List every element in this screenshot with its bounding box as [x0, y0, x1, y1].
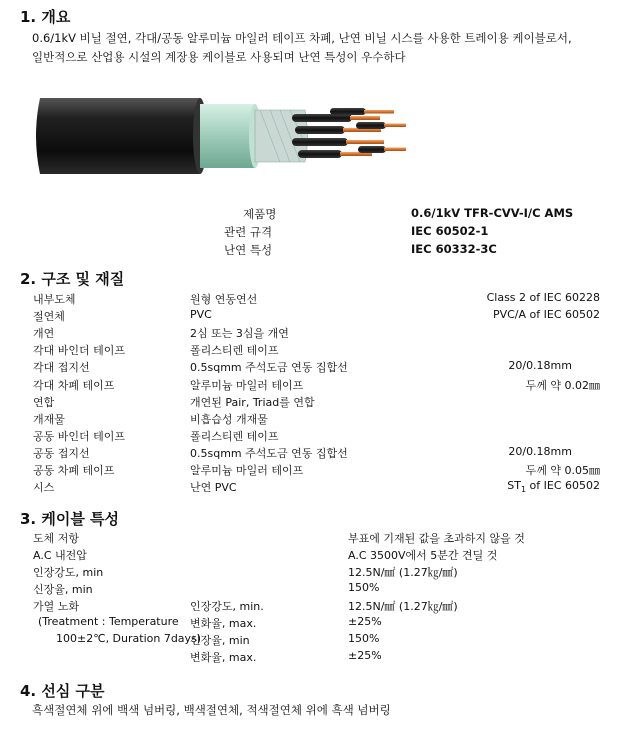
component-material: 알루미늄 마일러 테이프	[190, 464, 304, 477]
aging-elongation-change-label: 변화율, max.	[190, 651, 257, 664]
product-name-label: 제품명	[243, 207, 277, 221]
table-row	[0, 445, 628, 462]
component-name: 각대 접지선	[33, 361, 90, 375]
table-row	[0, 479, 628, 496]
component-name: 연합	[33, 395, 55, 409]
table-row	[0, 342, 628, 359]
component-material: 원형 연동연선	[190, 293, 258, 306]
aging-tensile-value: 12.5N/㎟ (1.27㎏/㎟)	[348, 600, 458, 613]
cable-cross-section-illustration	[30, 86, 430, 186]
tensile-label: 인장강도, min	[33, 566, 104, 579]
aging-elongation-change-value: ±25%	[348, 649, 382, 662]
treatment-line2: 100±2℃, Duration 7days)	[56, 632, 202, 645]
table-row	[0, 359, 628, 376]
component-material: 비흡습성 개재물	[190, 412, 268, 426]
component-spec	[507, 479, 600, 494]
aging-tensile-change-label: 변화율, max.	[190, 617, 257, 630]
component-material: 0.5sqmm 주석도금 연동 집합선	[190, 361, 348, 375]
table-row	[0, 462, 628, 479]
sheath-spec-prefix: ST	[507, 479, 521, 493]
component-name: 절연체	[33, 310, 65, 324]
component-spec: 두께 약 0.05㎜	[525, 464, 600, 477]
standard-value: IEC 60502-1	[411, 224, 489, 238]
ac-voltage-value: A.C 3500V에서 5분간 견딜 것	[348, 549, 498, 562]
conductor-resistance-value: 부표에 기재된 값을 초과하지 않을 것	[348, 532, 525, 545]
table-row	[0, 377, 628, 394]
component-spec: 두께 약 0.02㎜	[525, 378, 600, 392]
product-name-value: 0.6/1kV TFR-CVV-I/C AMS	[411, 206, 574, 220]
conductor-resistance-label: 도체 저항	[33, 532, 80, 545]
table-row	[0, 394, 628, 411]
sheath-spec-subscript: 1	[520, 485, 527, 495]
table-row	[0, 291, 628, 308]
component-material: 알루미늄 마일러 테이프	[190, 378, 304, 392]
flame-label: 난연 특성	[224, 243, 273, 257]
sheath-spec-suffix: of IEC 60502	[526, 479, 600, 493]
component-spec: 20/0.18mm	[508, 444, 572, 458]
component-spec: 20/0.18mm	[508, 359, 572, 373]
table-row	[0, 325, 628, 342]
component-material: 2심 또는 3심을 개연	[190, 327, 289, 341]
component-name: 개연	[33, 327, 55, 341]
elongation-label: 신장율, min	[33, 583, 93, 596]
component-spec: PVC/A of IEC 60502	[492, 308, 600, 322]
elongation-value: 150%	[348, 581, 380, 594]
component-name: 시스	[33, 481, 55, 495]
core-identification-desc: 흑색절연체 위에 백색 넘버링, 백색절연체, 적색절연체 위에 흑색 넘버링	[32, 703, 391, 717]
component-name: 각대 차폐 테이프	[33, 378, 115, 392]
component-name: 공동 접지선	[33, 446, 90, 460]
component-material: 0.5sqmm 주석도금 연동 집합선	[190, 446, 348, 460]
table-row	[0, 308, 628, 325]
component-material: PVC	[190, 308, 212, 322]
aging-tensile-change-value: ±25%	[348, 615, 382, 628]
flame-value: IEC 60332-3C	[411, 242, 497, 256]
section4-title: 4. 선심 구분	[20, 682, 105, 700]
component-name: 내부도체	[33, 293, 76, 306]
component-name: 각대 바인더 테이프	[33, 344, 126, 358]
aging-label: 가열 노화	[33, 600, 80, 613]
aging-elongation-value: 150%	[348, 632, 380, 645]
table-row	[0, 428, 628, 445]
section3-title: 3. 케이블 특성	[20, 510, 120, 528]
aging-elongation-label: 신장율, min	[190, 634, 250, 647]
section2-title: 2. 구조 및 재질	[20, 270, 125, 288]
component-spec: Class 2 of IEC 60228	[486, 291, 600, 304]
overview-line2: 일반적으로 산업용 시설의 계장용 케이블로 사용되며 난연 특성이 우수하다	[32, 50, 406, 64]
component-name: 공동 바인더 테이프	[33, 429, 126, 443]
table-row	[0, 411, 628, 428]
component-material: 난연 PVC	[190, 481, 237, 495]
standard-label: 관련 규격	[224, 225, 273, 239]
component-name: 개재물	[33, 412, 65, 426]
aging-tensile-label: 인장강도, min.	[190, 600, 264, 613]
component-name: 공동 차폐 테이프	[33, 464, 115, 477]
component-material: 폴리스티렌 테이프	[190, 429, 279, 443]
ac-voltage-label: A.C 내전압	[33, 549, 87, 562]
tensile-value: 12.5N/㎟ (1.27㎏/㎟)	[348, 566, 458, 579]
component-material: 폴리스티렌 테이프	[190, 344, 279, 358]
section1-title: 1. 개요	[20, 8, 71, 26]
treatment-line1: (Treatment : Temperature	[38, 615, 179, 628]
component-material: 개연된 Pair, Triad를 연합	[190, 395, 315, 409]
overview-line1: 0.6/1kV 비닐 절연, 각대/공동 알루미늄 마일러 테이프 차폐, 난연 비닐 시스를 사용한 트레이용 케이블로서,	[32, 31, 572, 45]
